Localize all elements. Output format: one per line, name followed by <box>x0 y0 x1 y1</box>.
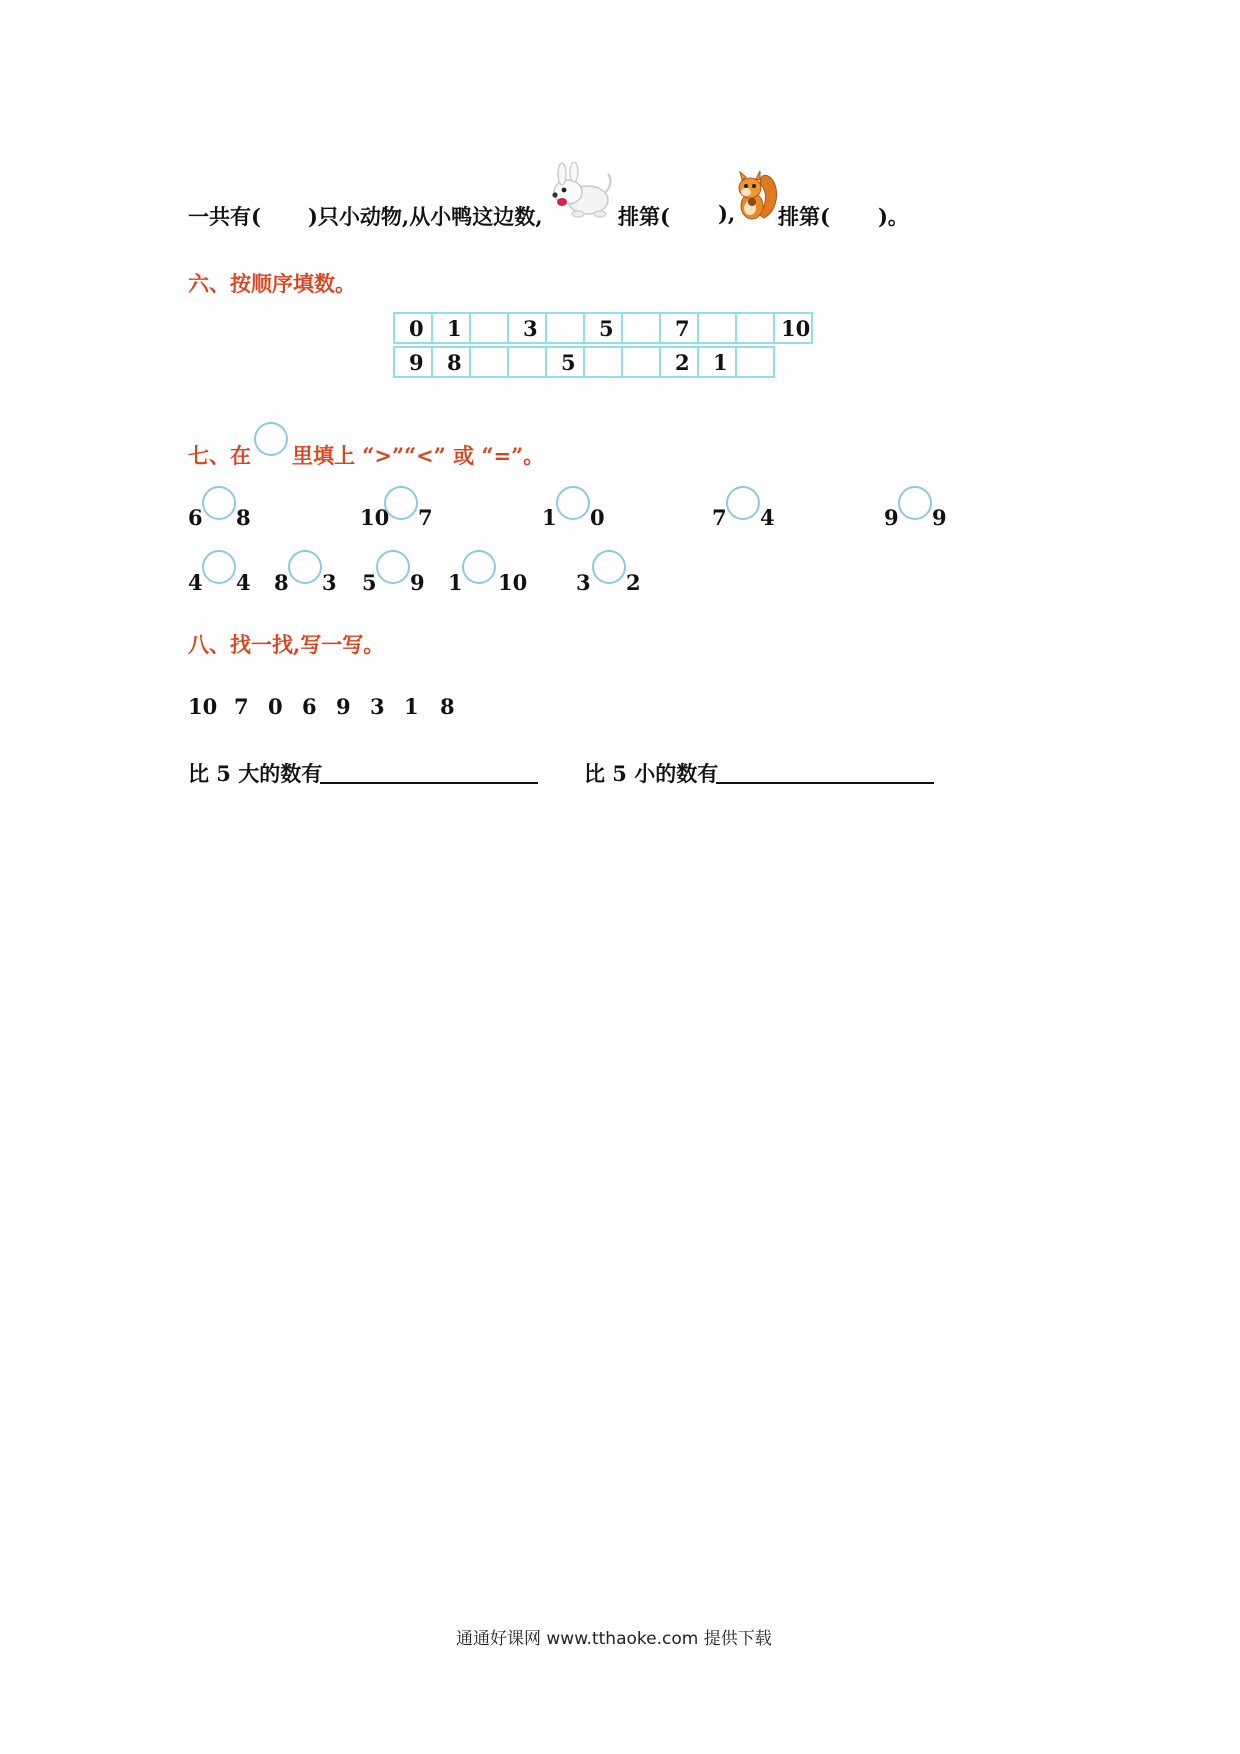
number-item: 8 <box>440 694 455 719</box>
number-item: 1 <box>404 694 419 719</box>
sequence-row-2 <box>393 346 775 378</box>
compare-circle[interactable] <box>592 550 626 584</box>
cell[interactable]: 5 <box>584 313 622 343</box>
cell[interactable] <box>546 313 584 343</box>
compare-right: 7 <box>418 505 433 530</box>
compare-right: 2 <box>626 570 641 595</box>
compare-left: 5 <box>362 570 377 595</box>
number-item: 0 <box>268 694 283 719</box>
number-item: 6 <box>302 694 317 719</box>
compare-circle[interactable] <box>556 486 590 520</box>
cell[interactable] <box>736 313 774 343</box>
compare-left: 10 <box>360 505 390 530</box>
cell[interactable] <box>622 347 660 377</box>
compare-left: 9 <box>884 505 899 530</box>
cell[interactable]: 0 <box>394 313 432 343</box>
compare-left: 6 <box>188 505 203 530</box>
section7-title-start: 七、在 <box>188 443 251 468</box>
cell[interactable]: 9 <box>394 347 432 377</box>
compare-right: 4 <box>760 505 775 530</box>
squirrel-icon <box>732 170 780 222</box>
compare-circle[interactable] <box>384 486 418 520</box>
compare-right: 4 <box>236 570 251 595</box>
cell[interactable] <box>470 347 508 377</box>
compare-circle[interactable] <box>376 550 410 584</box>
dog-icon <box>548 162 614 224</box>
compare-left: 3 <box>576 570 591 595</box>
cell[interactable]: 8 <box>432 347 470 377</box>
section6-title: 六、按顺序填数。 <box>188 271 356 296</box>
title-circle-icon <box>254 422 288 456</box>
compare-left: 4 <box>188 570 203 595</box>
cell[interactable] <box>622 313 660 343</box>
section7-title-end: 里填上 “>”“<” 或 “=”。 <box>292 443 545 468</box>
footer-text: 通通好课网 www.tthaoke.com 提供下载 <box>456 1629 772 1649</box>
q5-text-6: )。 <box>878 204 909 229</box>
compare-circle[interactable] <box>726 486 760 520</box>
number-item: 9 <box>336 694 351 719</box>
compare-right: 0 <box>590 505 605 530</box>
cell[interactable]: 3 <box>508 313 546 343</box>
cell[interactable]: 1 <box>432 313 470 343</box>
cell[interactable] <box>736 347 774 377</box>
cell[interactable] <box>508 347 546 377</box>
compare-circle[interactable] <box>462 550 496 584</box>
less-than-5-label: 比 5 小的数有 <box>584 761 719 786</box>
number-item: 3 <box>370 694 385 719</box>
compare-left: 7 <box>712 505 727 530</box>
compare-left: 1 <box>542 505 557 530</box>
cell[interactable]: 10 <box>774 313 812 343</box>
compare-circle[interactable] <box>202 486 236 520</box>
compare-right: 9 <box>932 505 947 530</box>
number-item: 7 <box>234 694 249 719</box>
q5-text-2: )只小动物,从小鸭这边数, <box>308 204 543 229</box>
compare-left: 1 <box>448 570 463 595</box>
q5-text-1: 一共有( <box>188 204 261 229</box>
compare-left: 8 <box>274 570 289 595</box>
cell[interactable] <box>470 313 508 343</box>
compare-circle[interactable] <box>898 486 932 520</box>
q5-text-4: ), <box>718 201 736 226</box>
q5-text-5: 排第( <box>778 204 830 229</box>
greater-than-5-answer-line[interactable] <box>320 782 538 784</box>
number-item: 10 <box>188 694 218 719</box>
sequence-row-1 <box>393 312 813 344</box>
less-than-5-answer-line[interactable] <box>716 782 934 784</box>
cell[interactable]: 5 <box>546 347 584 377</box>
compare-right: 3 <box>322 570 337 595</box>
compare-right: 8 <box>236 505 251 530</box>
q5-text-3: 排第( <box>618 204 670 229</box>
compare-circle[interactable] <box>202 550 236 584</box>
greater-than-5-label: 比 5 大的数有 <box>188 761 323 786</box>
cell[interactable] <box>698 313 736 343</box>
cell[interactable] <box>584 347 622 377</box>
compare-circle[interactable] <box>288 550 322 584</box>
cell[interactable]: 2 <box>660 347 698 377</box>
section8-title: 八、找一找,写一写。 <box>188 632 385 657</box>
compare-right: 9 <box>410 570 425 595</box>
cell[interactable]: 7 <box>660 313 698 343</box>
compare-right: 10 <box>498 570 528 595</box>
cell[interactable]: 1 <box>698 347 736 377</box>
